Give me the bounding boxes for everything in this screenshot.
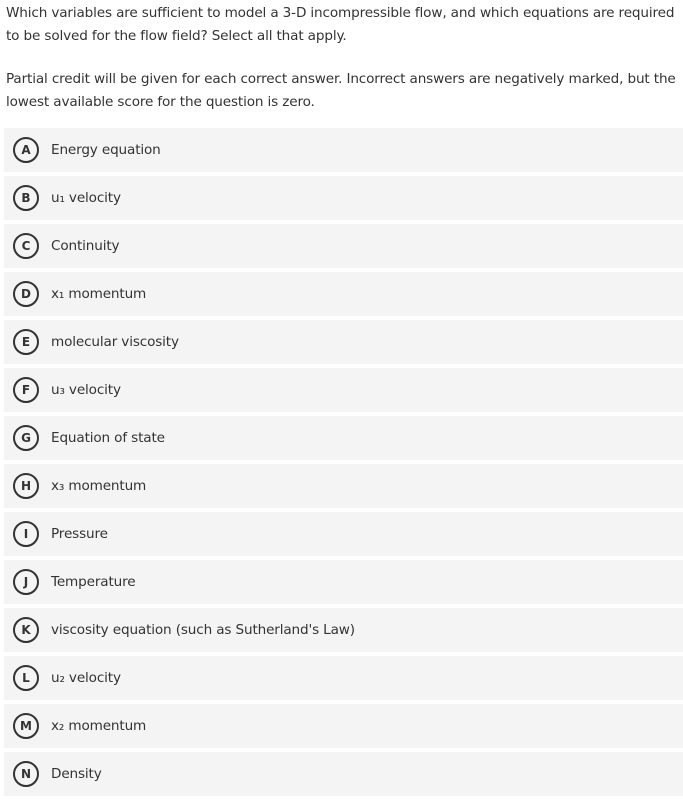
option-label: x₃ momentum xyxy=(51,478,147,494)
option-label: Density xyxy=(51,766,102,782)
option-e[interactable] xyxy=(4,320,683,364)
scoring-note: Partial credit will be given for each correct answer. Incorrect answers are negatively marked, but the lowest available score for the question is zero. xyxy=(6,71,676,110)
option-label: x₁ momentum xyxy=(51,286,147,302)
option-letter-badge: G xyxy=(13,425,39,451)
option-label: u₃ velocity xyxy=(51,382,121,398)
option-label: viscosity equation (such as Sutherland's Law) xyxy=(51,622,355,638)
option-c[interactable] xyxy=(4,224,683,268)
option-letter-badge: I xyxy=(13,521,39,547)
option-label: u₁ velocity xyxy=(51,190,121,206)
option-m[interactable] xyxy=(4,704,683,748)
option-letter-badge: E xyxy=(13,329,39,355)
option-i[interactable] xyxy=(4,512,683,556)
option-letter-badge: M xyxy=(13,713,39,739)
option-label: Continuity xyxy=(51,238,120,254)
question-block xyxy=(0,0,683,114)
option-g[interactable] xyxy=(4,416,683,460)
option-label: Temperature xyxy=(51,574,136,590)
option-letter-badge: J xyxy=(13,569,39,595)
option-d[interactable] xyxy=(4,272,683,316)
option-letter-badge: K xyxy=(13,617,39,643)
answer-options-list xyxy=(4,128,683,800)
option-k[interactable] xyxy=(4,608,683,652)
option-f[interactable] xyxy=(4,368,683,412)
option-label: x₂ momentum xyxy=(51,718,147,734)
option-letter-badge: H xyxy=(13,473,39,499)
option-l[interactable] xyxy=(4,656,683,700)
option-label: Equation of state xyxy=(51,430,165,446)
option-letter-badge: L xyxy=(13,665,39,691)
option-label: Energy equation xyxy=(51,142,161,158)
option-j[interactable] xyxy=(4,560,683,604)
option-label: u₂ velocity xyxy=(51,670,121,686)
option-letter-badge: C xyxy=(13,233,39,259)
option-letter-badge: B xyxy=(13,185,39,211)
option-h[interactable] xyxy=(4,464,683,508)
question-prompt: Which variables are sufficient to model a 3-D incompressible flow, and which equations are required to be solved for the flow field? Select all that apply. xyxy=(6,5,675,44)
option-n[interactable] xyxy=(4,752,683,796)
option-letter-badge: A xyxy=(13,137,39,163)
option-label: Pressure xyxy=(51,526,108,542)
option-b[interactable] xyxy=(4,176,683,220)
option-letter-badge: D xyxy=(13,281,39,307)
option-label: molecular viscosity xyxy=(51,334,179,350)
option-letter-badge: N xyxy=(13,761,39,787)
option-a[interactable] xyxy=(4,128,683,172)
option-letter-badge: F xyxy=(13,377,39,403)
